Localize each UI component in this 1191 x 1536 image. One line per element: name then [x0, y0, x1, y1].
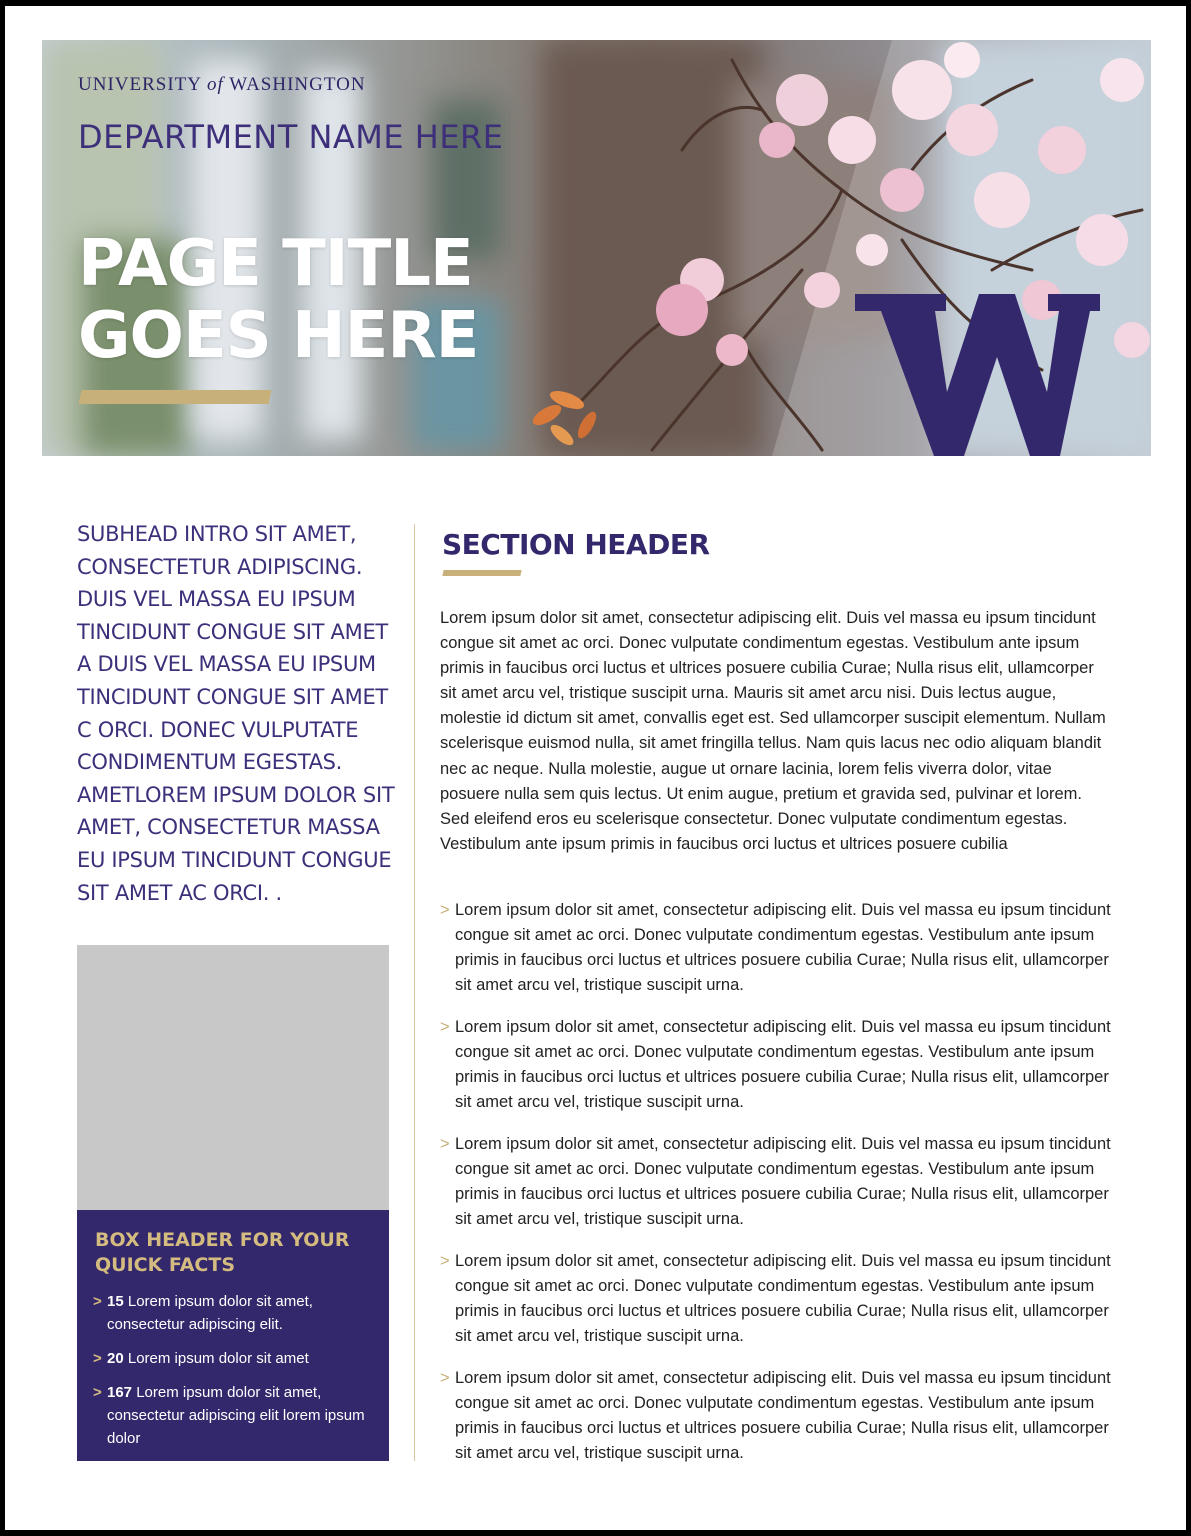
- image-placeholder: [77, 945, 389, 1210]
- page-title-line1: PAGE TITLE: [78, 227, 473, 301]
- section-accent-rule: [442, 570, 521, 576]
- hero-banner: [42, 40, 1151, 456]
- chevron-right-icon: >: [440, 901, 450, 919]
- subhead-intro: SUBHEAD INTRO SIT AMET, CONSECTETUR ADIPISCING. DUIS VEL MASSA EU IPSUM TINCIDUNT CONGUE SIT AMET A DUIS VEL MASSA EU IPSUM TINCIDUNT CONGUE SIT AMET C ORCI. DONEC VULPUTATE CONDIMENTUM EGESTAS. AMETLOREM IPSUM DOLOR SIT AMET, CONSECTETUR MASSA EU IPSUM TINCIDUNT CONGUE SIT AMET AC ORCI. .: [77, 522, 395, 905]
- orange-leaves: [530, 387, 600, 448]
- column-divider: [414, 524, 415, 1461]
- chevron-right-icon: >: [440, 1251, 450, 1270]
- bullet-item: > Lorem ipsum dolor sit amet, consectetur adipiscing elit. Duis vel massa eu ipsum tincidunt congue sit amet ac orci. Donec vulputate condimentum egestas. Vestibulum ante ipsum primis in faucibus orci luctus et ultrices posuere cubilia Curae; Nulla risus elit, ullamcorper sit amet arcu vel, tristique suscipit urna.: [440, 1249, 1112, 1349]
- department-name: DEPARTMENT NAME HERE: [78, 118, 504, 156]
- quick-facts-list: [93, 1290, 379, 1461]
- chevron-right-icon: >: [93, 1384, 102, 1401]
- document-page: [5, 6, 1186, 1530]
- chevron-right-icon: >: [440, 1134, 450, 1153]
- bullet-item: > Lorem ipsum dolor sit amet, consectetur adipiscing elit. Duis vel massa eu ipsum tincidunt congue sit amet ac orci. Donec vulputate condimentum egestas. Vestibulum ante ipsum primis in faucibus orci luctus et ultrices posuere cubilia Curae; Nulla risus elit, ullamcorper sit amet arcu vel, tristique suscipit urna.: [440, 1015, 1112, 1115]
- page-title: [78, 228, 538, 372]
- quick-fact-item: > 167 Lorem ipsum dolor sit amet, consectetur adipiscing elit lorem ipsum dolor: [93, 1381, 379, 1450]
- quick-facts-header: BOX HEADER FOR YOUR QUICK FACTS: [95, 1229, 350, 1276]
- chevron-right-icon: >: [440, 1017, 450, 1036]
- page-title-line2: GOES HERE: [78, 299, 479, 373]
- quick-fact-item: > 15 Lorem ipsum dolor sit amet, consectetur adipiscing elit.: [93, 1290, 379, 1336]
- body-paragraph: Lorem ipsum dolor sit amet, consectetur adipiscing elit. Duis vel massa eu ipsum tincidunt congue sit amet ac orci. Donec vulputate condimentum egestas. Vestibulum ante ipsum primis in faucibus orci luctus et ultrices posuere cubilia Curae; Nulla risus elit, ullamcorper sit amet arcu vel, tristique suscipit urna. Mauris sit amet arcu nisi. Duis lectus augue, molestie id dictum sit amet, convallis eget est. Sed ullamcorper suscipit elementum. Nullam scelerisque euismod nulla, sit amet fringilla tellus. Nam quis lacus nec odio aliquam blandit nec ac neque. Nulla molestie, augue ut ornare lacinia, lorem felis viverra dolor, vitae posuere nulla sem quis lectus. Ut enim augue, pretium et gravida sed, pulvinar et lorem. Sed eleifend eros eu scelerisque consectetur. Donec vulputate condimentum egestas. Vestibulum ante ipsum primis in faucibus orci luctus et ultrices posuere cubilia: [440, 609, 1106, 853]
- bullet-list: [440, 898, 1112, 1482]
- quick-facts-box: [77, 1210, 389, 1461]
- title-accent-rule: [79, 390, 272, 404]
- section-header: SECTION HEADER: [442, 528, 710, 561]
- quick-fact-item: > 20 Lorem ipsum dolor sit amet: [93, 1347, 379, 1370]
- chevron-right-icon: >: [93, 1350, 102, 1367]
- bullet-item: > Lorem ipsum dolor sit amet, consectetur adipiscing elit. Duis vel massa eu ipsum tincidunt congue sit amet ac orci. Donec vulputate condimentum egestas. Vestibulum ante ipsum primis in faucibus orci luctus et ultrices posuere cubilia Curae; Nulla risus elit, ullamcorper sit amet arcu vel, tristique suscipit urna.: [440, 1366, 1112, 1466]
- chevron-right-icon: >: [440, 1368, 450, 1387]
- university-wordmark: UNIVERSITY of WASHINGTON: [78, 74, 366, 95]
- chevron-right-icon: >: [93, 1293, 102, 1310]
- bullet-item: > Lorem ipsum dolor sit amet, consectetur adipiscing elit. Duis vel massa eu ipsum tincidunt congue sit amet ac orci. Donec vulputate condimentum egestas. Vestibulum ante ipsum primis in faucibus orci luctus et ultrices posuere cubilia Curae; Nulla risus elit, ullamcorper sit amet arcu vel, tristique suscipit urna.: [440, 1132, 1112, 1232]
- bullet-item: > Lorem ipsum dolor sit amet, consectetur adipiscing elit. Duis vel massa eu ipsum tincidunt congue sit amet ac orci. Donec vulputate condimentum egestas. Vestibulum ante ipsum primis in faucibus orci luctus et ultrices posuere cubilia Curae; Nulla risus elit, ullamcorper sit amet arcu vel, tristique suscipit urna.: [440, 898, 1112, 998]
